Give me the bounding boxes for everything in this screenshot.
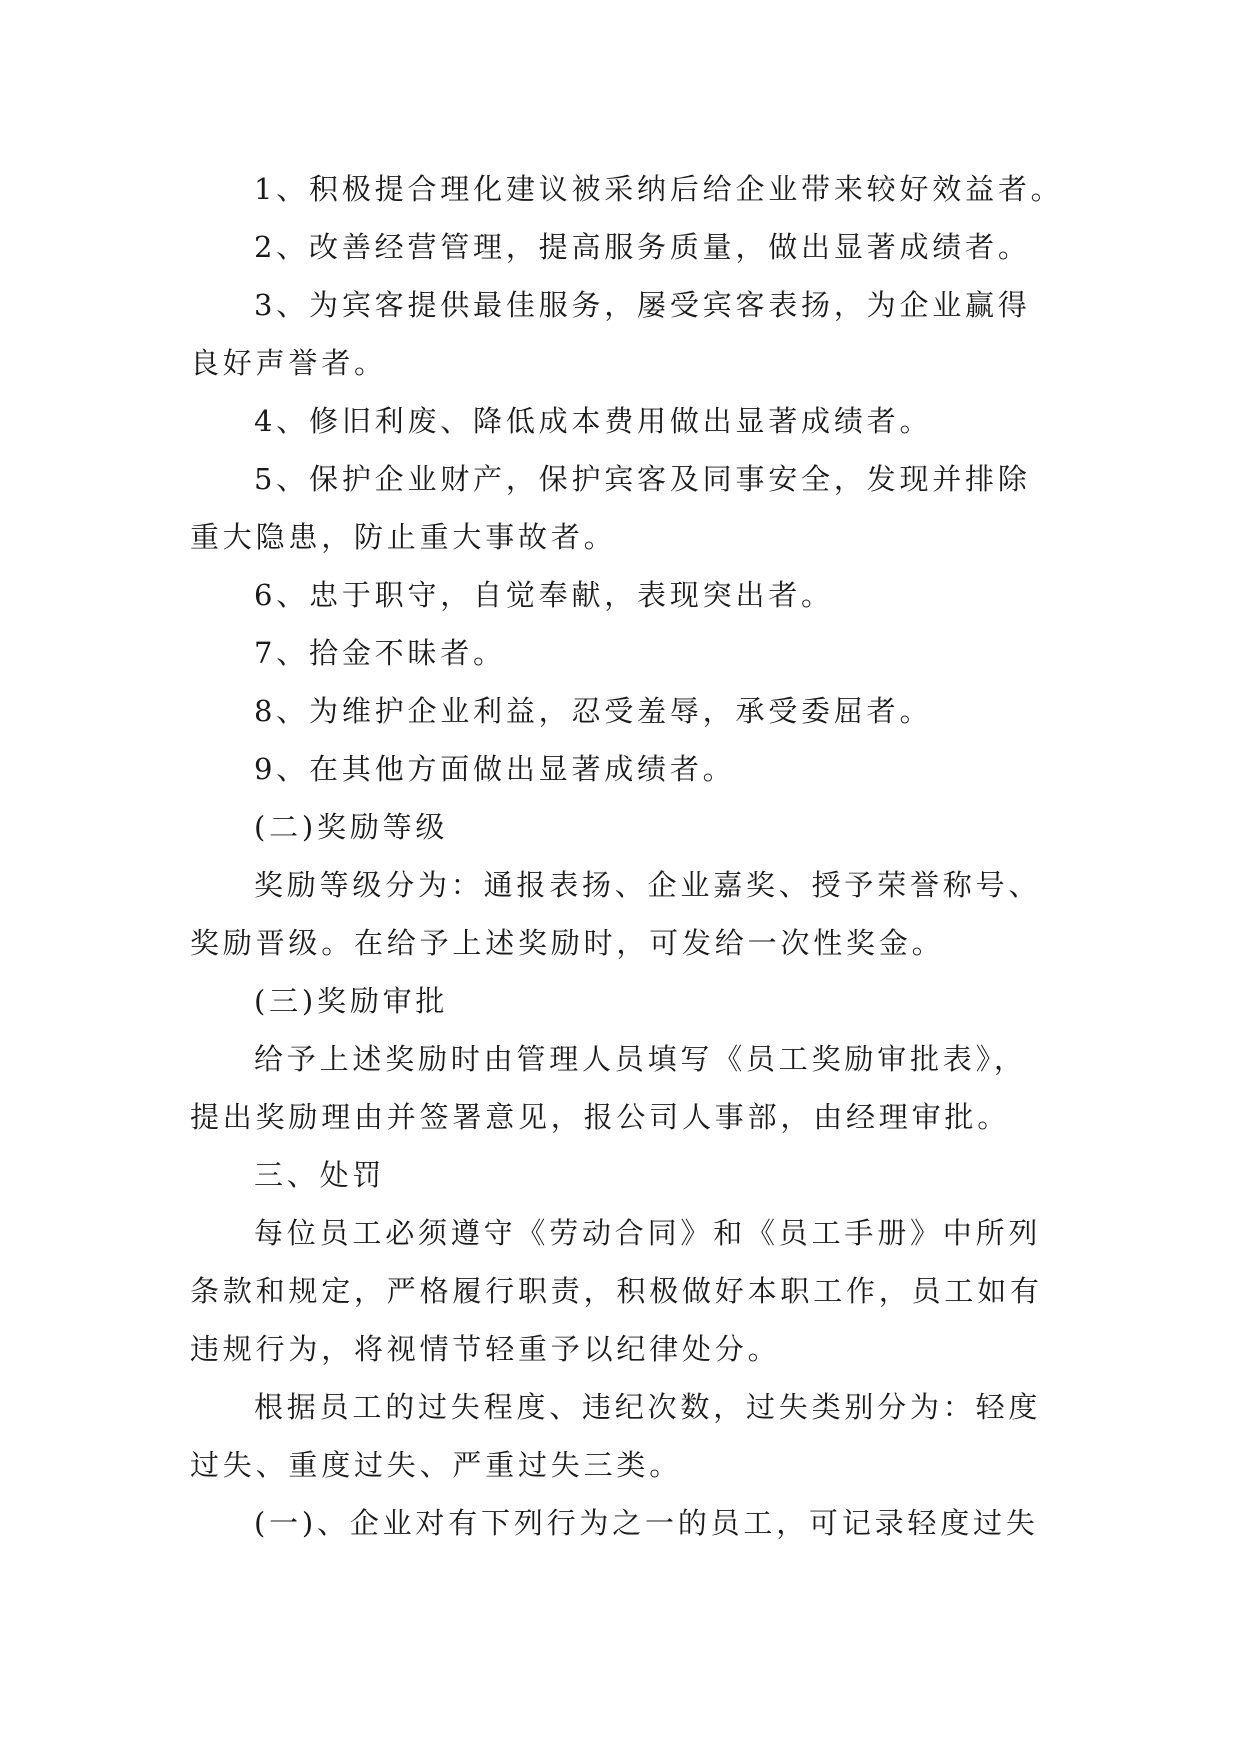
paragraph-punishment-continuation-1: 条款和规定，严格履行职责，积极做好本职工作，员工如有 [190, 1274, 1043, 1308]
section-heading-reward-level: (二)奖励等级 [254, 810, 449, 844]
section-heading-reward-approval: (三)奖励审批 [254, 984, 449, 1018]
list-item-3-continuation: 良好声誉者。 [190, 346, 387, 380]
list-item-4: 4、修旧利废、降低成本费用做出显著成绩者。 [254, 404, 933, 438]
paragraph-fault-categories-continuation: 过失、重度过失、严重过失三类。 [190, 1448, 683, 1482]
document-body [190, 160, 1070, 1552]
list-item-7: 7、拾金不昧者。 [254, 636, 506, 670]
paragraph-punishment-continuation-2: 违规行为，将视情节轻重予以纪律处分。 [190, 1332, 781, 1366]
list-item-5-continuation: 重大隐患，防止重大事故者。 [190, 520, 617, 554]
section-heading-punishment: 三、处罚 [254, 1158, 386, 1192]
paragraph-reward-level: 奖励等级分为：通报表扬、企业嘉奖、授予荣誉称号、 [254, 868, 1042, 902]
paragraph-fault-categories: 根据员工的过失程度、违纪次数，过失类别分为：轻度 [254, 1390, 1042, 1424]
list-item-2: 2、改善经营管理，提高服务质量，做出显著成绩者。 [254, 230, 1031, 264]
paragraph-reward-approval-continuation: 提出奖励理由并签署意见，报公司人事部，由经理审批。 [190, 1100, 1011, 1134]
list-item-8: 8、为维护企业利益，忍受羞辱，承受委屈者。 [254, 694, 933, 728]
paragraph-reward-approval: 给予上述奖励时由管理人员填写《员工奖励审批表》， [254, 1042, 1027, 1076]
list-item-5: 5、保护企业财产，保护宾客及同事安全，发现并排除 [254, 462, 1031, 496]
paragraph-reward-level-continuation: 奖励晋级。在给予上述奖励时，可发给一次性奖金。 [190, 926, 945, 960]
list-item-3: 3、为宾客提供最佳服务，屡受宾客表扬，为企业赢得 [254, 288, 1031, 322]
paragraph-minor-fault-intro: (一)、企业对有下列行为之一的员工，可记录轻度过失 [254, 1506, 1039, 1540]
paragraph-punishment: 每位员工必须遵守《劳动合同》和《员工手册》中所列 [254, 1216, 1042, 1250]
list-item-1: 1、积极提合理化建议被采纳后给企业带来较好效益者。 [254, 172, 1064, 206]
list-item-6: 6、忠于职守，自觉奉献，表现突出者。 [254, 578, 834, 612]
list-item-9: 9、在其他方面做出显著成绩者。 [254, 752, 736, 786]
